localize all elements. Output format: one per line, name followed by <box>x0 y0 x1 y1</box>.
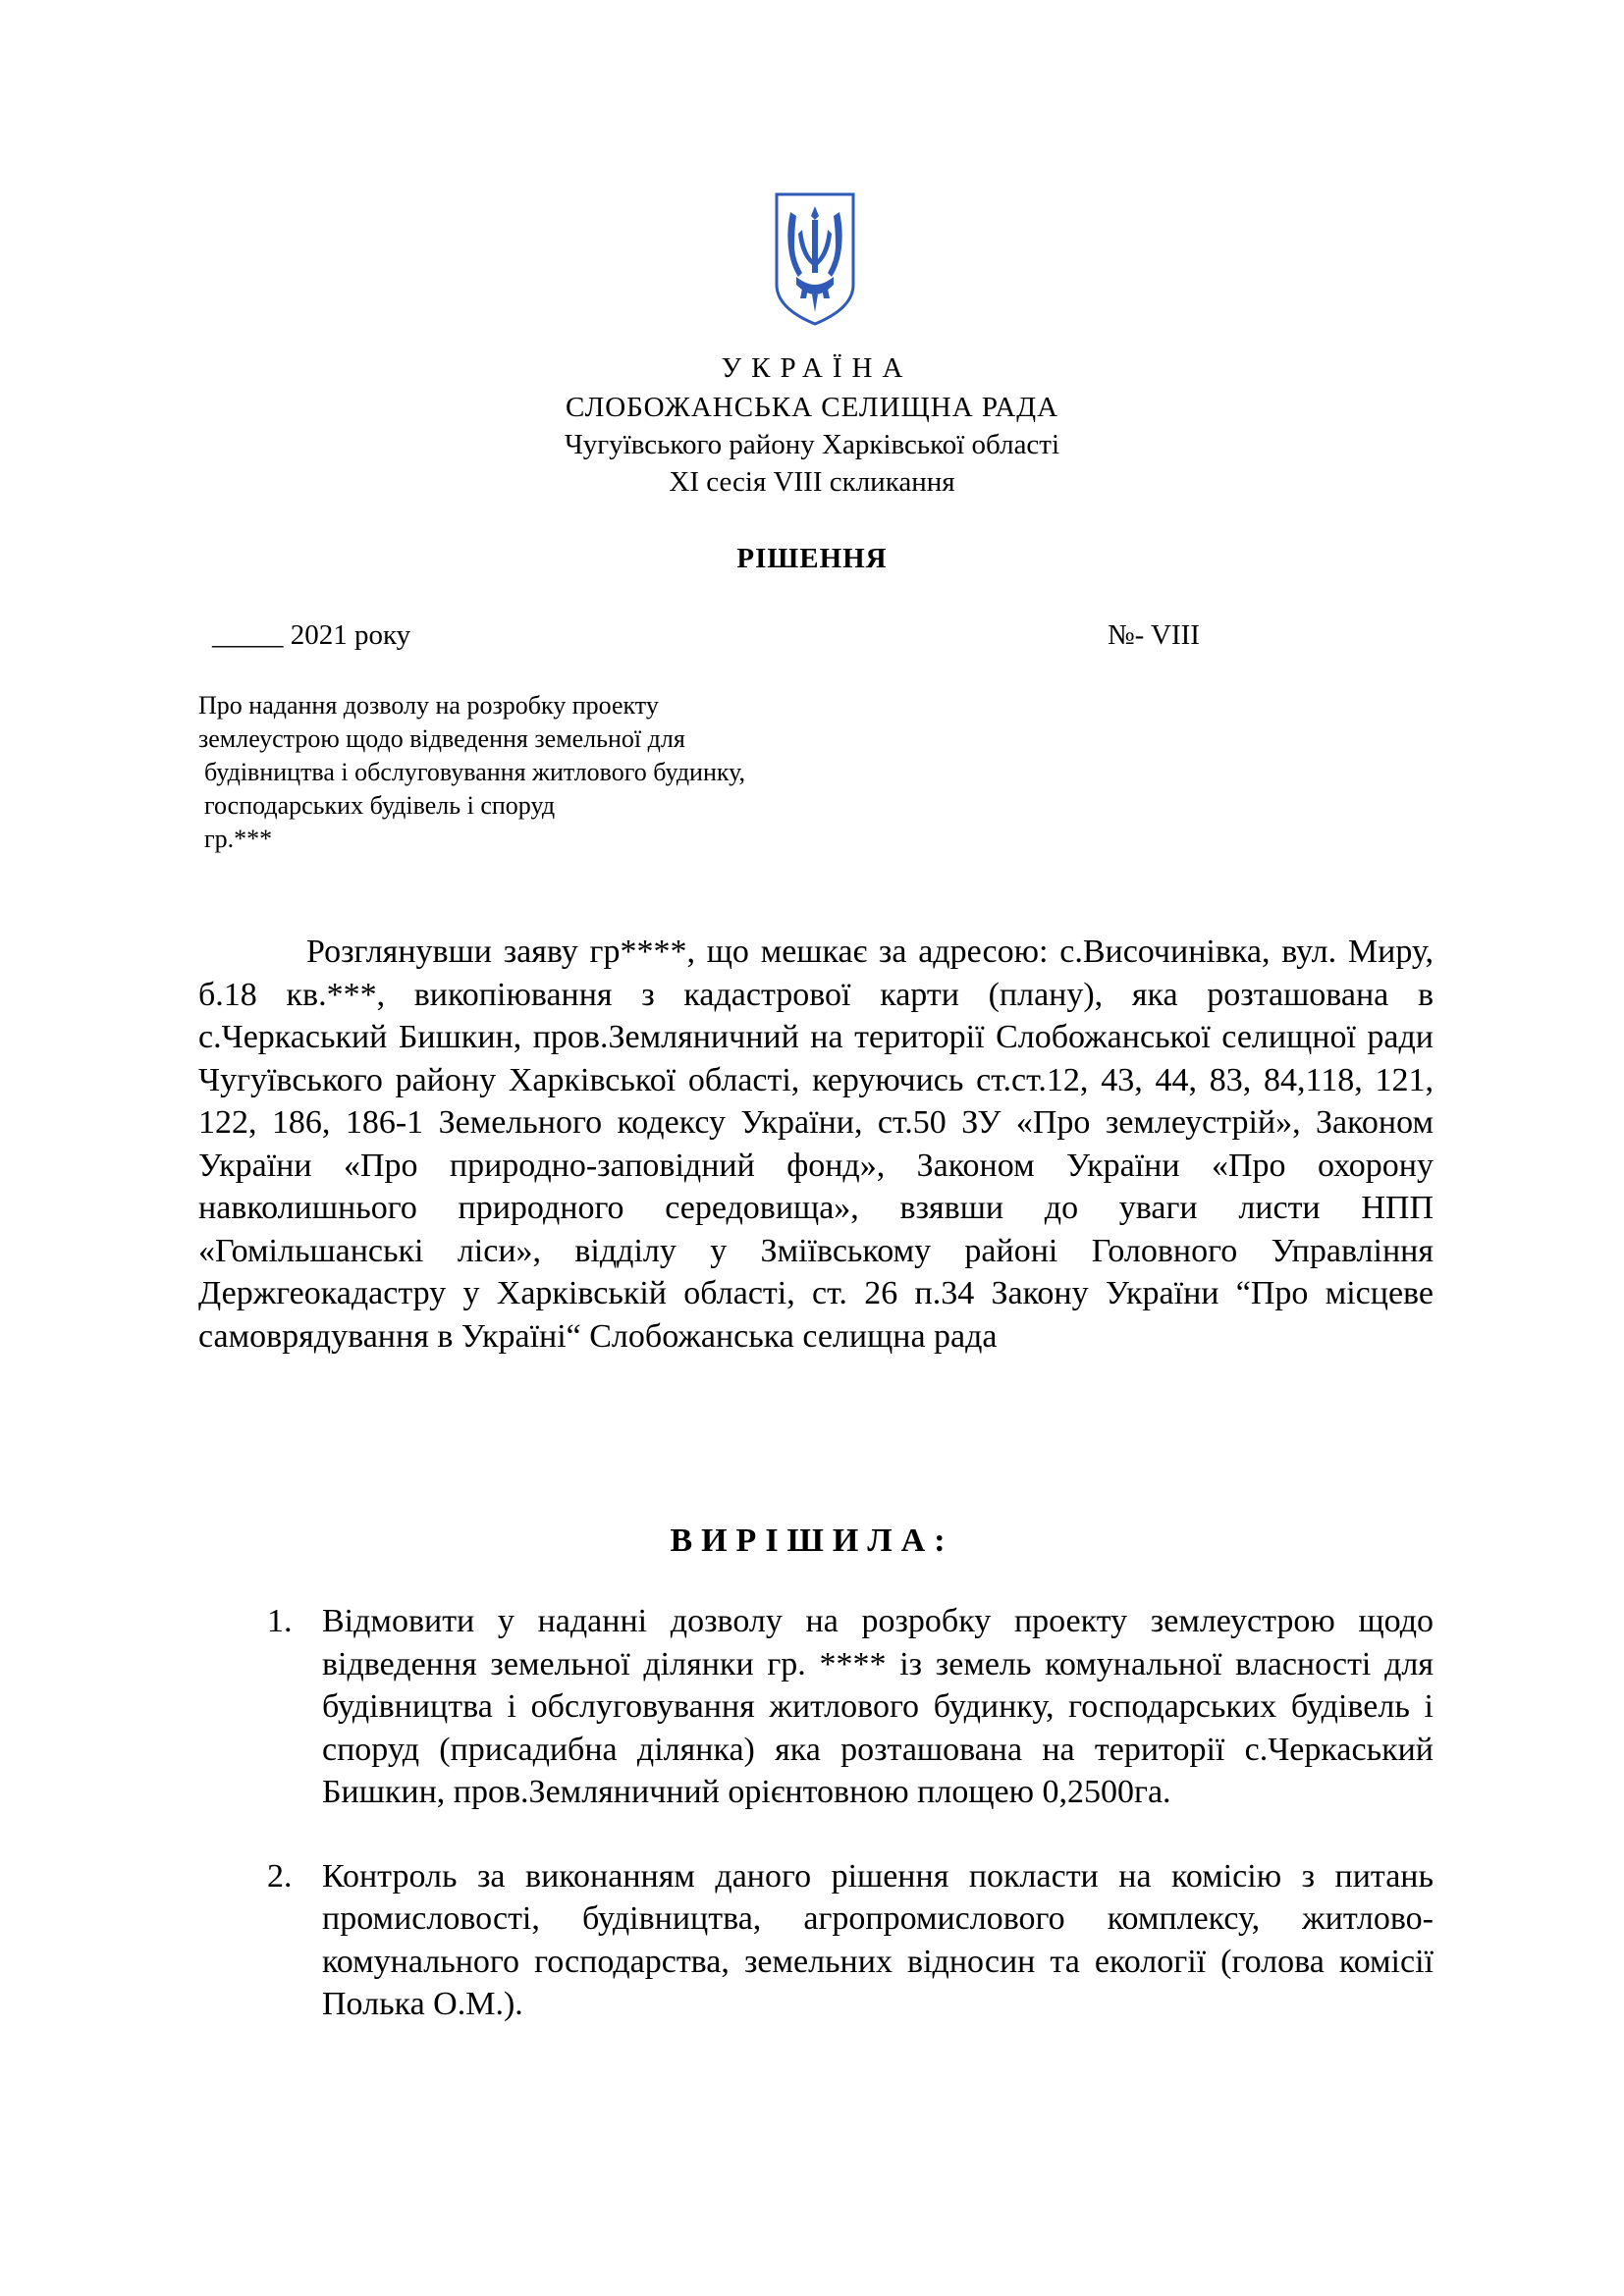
council-heading: СЛОБОЖАНСЬКА СЕЛИЩНА РАДА <box>565 392 1059 423</box>
subject-line: гр.*** <box>204 825 273 853</box>
item-number: 2. <box>267 1857 293 1895</box>
subject-line: будівництва і обслуговування житлового будинку, <box>204 758 746 786</box>
subject-line: Про надання дозволу на розробку проекту <box>198 691 659 720</box>
subject-line: господарських будівель і споруд <box>204 791 556 820</box>
decisions-list <box>257 1600 1434 2067</box>
item-text: Відмовити у наданні дозволу на розробку проекту землеустрою щодо відведення земельної ділянки гр. **** із земель комунальної власності для будівництва і обслуговування житлового будинку, господарських будівель і споруд (присадибна ділянка) яка розташована на території с.Черкаський Бишкин, пров.Земляничний орієнтовною площею 0,2500га. <box>322 1603 1434 1810</box>
item-number: 1. <box>267 1603 293 1639</box>
session-heading: XI сесія VIII скликання <box>669 466 955 498</box>
coat-of-arms-icon <box>773 190 857 328</box>
preamble-paragraph: Розглянувши заяву гр****, що мешкає за адресою: с.Височинівка, вул. Миру, б.18 кв.***, викопіювання з кадастрової карти (плану), яка розташована в с.Черкаський Бишкин, пров.Земляничний на території Слобожанської селищної ради Чугуївського району Харківської області, керуючись ст.ст.12, 43, 44, 83, 84,118, 121, 122, 186, 186-1 Земельного кодексу України, ст.50 ЗУ «Про землеустрій», Законом України «Про природно-заповідний фонд», Законом України «Про охорону навколишнього природного середовища», взявши до уваги листи НПП «Гомільшанські ліси», відділу у Зміївському районі Головного Управління Держгеокадастру у Харківській області, ст. 26 п.34 Закону України “Про місцеве самоврядування в Україні“ Слобожанська селищна рада <box>198 934 1434 1355</box>
list-item <box>257 1600 1434 1814</box>
country-heading: УКРАЇНА <box>721 352 913 384</box>
list-item <box>257 1855 1434 2026</box>
decision-number: №- VIII <box>1108 619 1200 651</box>
decision-subject <box>198 689 905 856</box>
item-text: Контроль за виконанням даного рішення покласти на комісію з питань промисловості, будівництва, агропромислового комплексу, житлово-комунального господарства, земельних відносин та екології (голова комісії Полька О.М.). <box>322 1857 1434 2022</box>
region-heading: Чугуївського району Харківської області <box>564 429 1060 460</box>
decided-heading: ВИРІШИЛА: <box>670 1522 954 1559</box>
subject-line: землеустрою щодо відведення земельної для <box>198 724 685 753</box>
decision-date: _____ 2021 року <box>212 619 411 651</box>
document-title: РІШЕННЯ <box>736 543 888 574</box>
